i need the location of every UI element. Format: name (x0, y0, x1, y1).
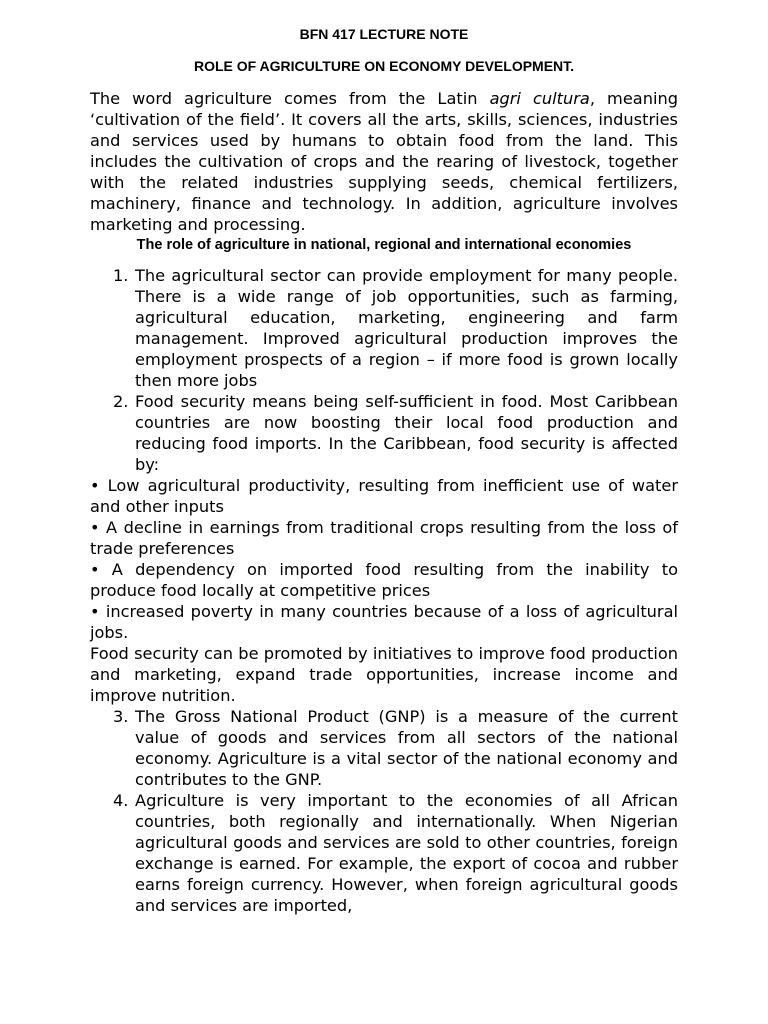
intro-text-end: , meaning ‘cultivation of the field’. It covers all the arts, skills, sciences, industries and services used by humans to obtain food from the land. This includes the cultivation of crops and the rearing of livestock, together with the related industries supplying seeds, chemical fertilizers, machinery, finance and technology. In addition, agriculture involves marketing and processing. (90, 89, 678, 234)
list-item-number: 4. (113, 791, 129, 810)
intro-paragraph (90, 88, 678, 235)
list-item (113, 790, 678, 916)
list-item-text: Agriculture is very important to the economies of all African countries, both regionally and internationally. When Nigerian agricultural goods and services are sold to other countries, foreign exchange is earned. For example, the export of cocoa and rubber earns foreign currency. However, when foreign agricultural goods and services are imported, (135, 791, 678, 915)
bullet-item: • Low agricultural productivity, resulting from inefficient use of water and other inputs (90, 476, 678, 516)
list-item-number: 2. (113, 392, 129, 411)
list-item-text: The Gross National Product (GNP) is a measure of the current value of goods and services from all sectors of the national economy. Agriculture is a vital sector of the national economy and contributes to the GNP. (135, 707, 678, 789)
list-item-text: The agricultural sector can provide employment for many people. There is a wide range of job opportunities, such as farming, agricultural education, marketing, engineering and farm management. Improved agricultural production improves the employment prospects of a region – if more food is grown locally then more jobs (135, 266, 678, 390)
list-item (113, 391, 678, 475)
food-security-paragraph: Food security can be promoted by initiatives to improve food production and marketing, expand trade opportunities, increase income and improve nutrition. (90, 644, 678, 705)
bullet-item: • A decline in earnings from traditional crops resulting from the loss of trade preferences (90, 518, 678, 558)
numbered-list-part1 (90, 265, 678, 475)
list-item-text: Food security means being self-sufficient in food. Most Caribbean countries are now boosting their local food production and reducing food imports. In the Caribbean, food security is affected by: (135, 392, 678, 474)
document-subtitle: ROLE OF AGRICULTURE ON ECONOMY DEVELOPMENT. (193, 58, 575, 74)
intro-text-start: The word agriculture comes from the Latin (90, 89, 490, 108)
list-item-number: 3. (113, 707, 129, 726)
bullet-item: • A dependency on imported food resulting from the inability to produce food locally at competitive prices (90, 560, 678, 600)
document-page (90, 0, 678, 916)
bullet-item: • increased poverty in many countries because of a loss of agricultural jobs. (90, 602, 678, 642)
list-item-number: 1. (113, 266, 129, 285)
document-title: BFN 417 LECTURE NOTE (299, 26, 469, 42)
intro-latin-term: agri cultura (489, 89, 590, 108)
numbered-list-part2 (90, 706, 678, 916)
list-item (113, 265, 678, 391)
section-heading: The role of agriculture in national, regional and international economies (136, 237, 632, 253)
list-item (113, 706, 678, 790)
